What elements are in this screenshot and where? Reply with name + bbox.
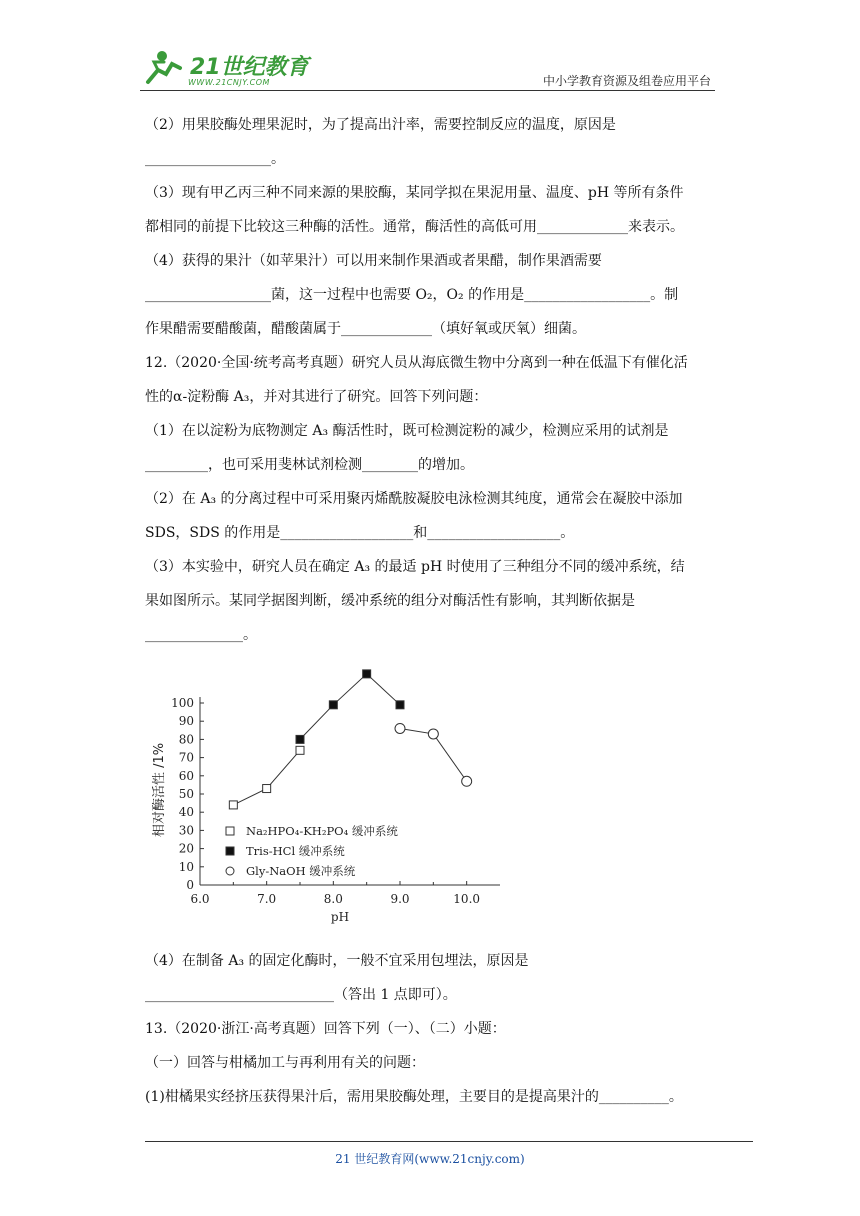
text-line: 果如图所示。某同学据图判断，缓冲系统的组分对酶活性有影响，其判断依据是	[145, 593, 635, 609]
text-line: （2）用果胶酶处理果泥时，为了提高出汁率，需要控制反应的温度，原因是	[145, 117, 616, 133]
data-point	[462, 776, 472, 786]
text-line: ___________________________（答出 1 点即可）。	[145, 987, 457, 1003]
logo-text: 21世纪教育	[190, 55, 309, 80]
y-tick-label: 80	[178, 732, 194, 747]
series-line	[300, 674, 400, 740]
y-tick-label: 50	[178, 787, 194, 801]
question-content	[145, 108, 717, 652]
footer-divider	[145, 1141, 753, 1142]
runner-logo-icon	[140, 48, 188, 88]
y-tick-label: 100	[171, 696, 194, 710]
series-line	[233, 750, 300, 805]
legend-label: Tris-HCl 缓冲系统	[246, 844, 345, 858]
text-line: 性的α-淀粉酶 A₃，并对其进行了研究。回答下列问题：	[145, 389, 488, 405]
text-line: （1）在以淀粉为底物测定 A₃ 酶活性时，既可检测淀粉的减少，检测应采用的试剂是	[145, 423, 669, 439]
text-line: （2）在 A₃ 的分离过程中可采用聚丙烯酰胺凝胶电泳检测其纯度，通常会在凝胶中添加	[145, 491, 683, 507]
x-tick-label: 10.0	[453, 892, 481, 906]
y-tick-label: 0	[186, 878, 194, 892]
y-axis-label: 相对酶活性 /1%	[152, 742, 167, 838]
text-line: 都相同的前提下比较这三种酶的活性。通常，酶活性的高低可用_____________来表示。	[145, 219, 684, 235]
logo	[140, 48, 320, 88]
legend-label: Na₂HPO₄-KH₂PO₄ 缓冲系统	[246, 824, 398, 838]
footer-text: 21 世纪教育网(www.21cnjy.com)	[335, 1152, 525, 1166]
data-point	[329, 701, 337, 709]
text-line: （4）在制备 A₃ 的固定化酶时，一般不宜采用包埋法，原因是	[145, 953, 529, 969]
y-tick-label: 40	[178, 805, 194, 820]
y-tick-label: 20	[178, 841, 194, 856]
x-tick-label: 6.0	[190, 892, 210, 906]
y-tick-label: 90	[178, 714, 194, 729]
data-point	[428, 729, 438, 739]
text-line: 13.（2020·浙江·高考真题）回答下列（一）、（二）小题：	[145, 1021, 506, 1037]
platform-name: 中小学教育资源及组卷应用平台	[542, 74, 711, 88]
text-line: （3）现有甲乙丙三种不同来源的果胶酶，某同学拟在果泥用量、温度、pH 等所有条件	[145, 185, 684, 201]
data-point	[229, 801, 237, 809]
enzyme-activity-chart	[145, 655, 525, 935]
text-line: ______________。	[145, 627, 257, 643]
legend-marker	[226, 867, 234, 875]
y-tick-label: 10	[178, 859, 194, 874]
y-tick-label: 60	[178, 768, 194, 783]
question-content-continued	[145, 944, 717, 1114]
y-tick-label: 30	[178, 823, 194, 838]
legend-marker	[226, 827, 234, 835]
text-line: (1)柑橘果实经挤压获得果汁后，需用果胶酶处理，主要目的是提高果汁的__________。	[145, 1089, 683, 1105]
data-point	[363, 670, 371, 678]
text-line: （4）获得的果汁（如苹果汁）可以用来制作果酒或者果醋，制作果酒需要	[145, 253, 602, 269]
text-line: （一）回答与柑橘加工与再利用有关的问题：	[145, 1055, 425, 1071]
x-tick-label: 8.0	[323, 892, 343, 906]
chart-svg	[145, 655, 525, 935]
data-point	[396, 701, 404, 709]
text-line: __________________。	[145, 151, 285, 167]
legend-marker	[226, 847, 234, 855]
x-tick-label: 7.0	[257, 892, 277, 906]
text-line: SDS，SDS 的作用是___________________和___________________。	[145, 525, 575, 541]
data-point	[296, 746, 304, 754]
x-axis-label: pH	[330, 910, 350, 924]
legend-label: Gly-NaOH 缓冲系统	[246, 864, 356, 878]
text-line: （3）本实验中，研究人员在确定 A₃ 的最适 pH 时使用了三种组分不同的缓冲系统，结	[145, 559, 685, 575]
data-point	[263, 785, 271, 793]
text-line: 12.（2020·全国·统考高考真题）研究人员从海底微生物中分离到一种在低温下有催化活	[145, 355, 688, 371]
text-line: _________，也可采用斐林试剂检测________的增加。	[145, 457, 474, 473]
page-header	[140, 40, 715, 91]
logo-url: WWW.21CNJY.COM	[188, 78, 270, 87]
data-point	[296, 735, 304, 743]
text-line: 作果醋需要醋酸菌，醋酸菌属于_____________（填好氧或厌氧）细菌。	[145, 321, 586, 337]
x-tick-label: 9.0	[390, 892, 410, 906]
text-line: __________________菌，这一过程中也需要 O₂，O₂ 的作用是__________________。制	[145, 287, 679, 303]
y-tick-label: 70	[178, 750, 194, 765]
data-point	[395, 723, 405, 733]
